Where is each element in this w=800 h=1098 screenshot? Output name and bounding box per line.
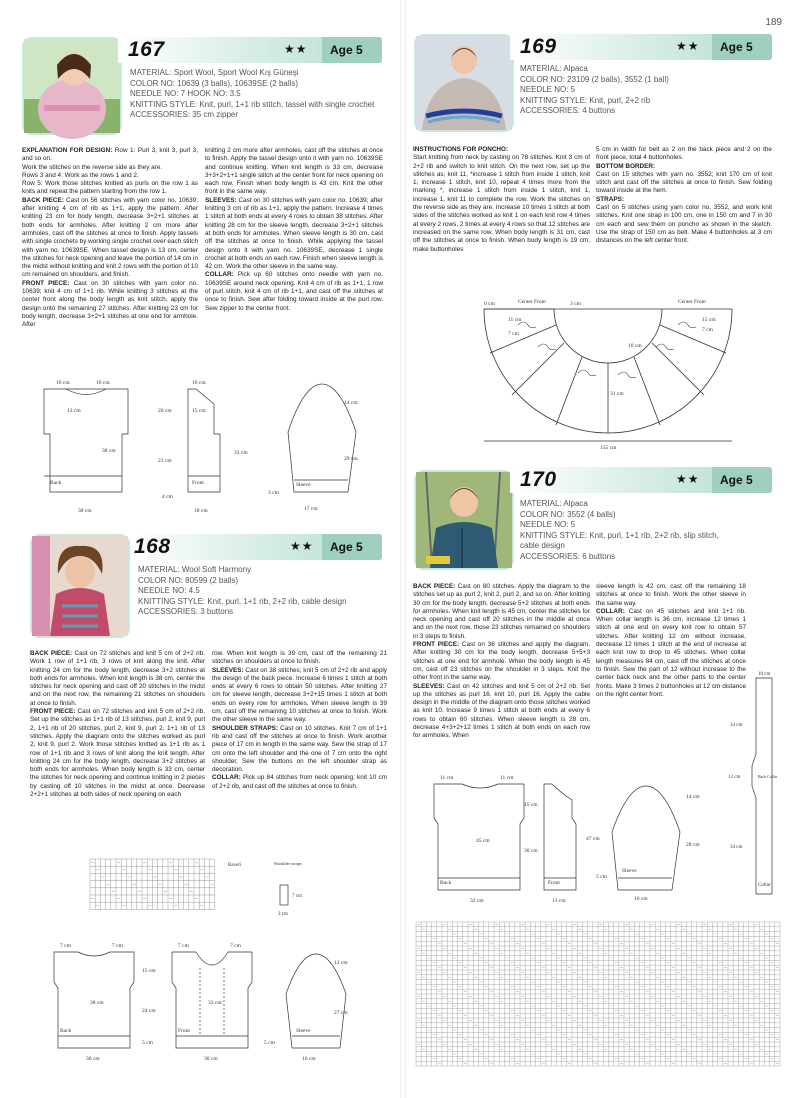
dim-167-back-h3: 20 cm <box>158 408 172 414</box>
section-text: Cast on 36 stitches and apply the diagram. After knitting 30 cm for the body length, decrease 5+5+3 stitches at one end for armhole. When the body length is 45 cm, cast off 23 stitches on the shoulder in 3 steps. Knit the other front in the same way. <box>413 641 590 682</box>
section-text: Cast on 42 stitches and knit 5 cm of 2+2 rib. Set up the stitches as purl 16, knit 10, purl 16. Apply the cable design in the middle of the diagram onto those stitches worked as knit 10. Increase 9 times 1 stitch at both ends at every 6 rows to obtain 60 stitches. When sleeve length is 28 cm, decrease 4+3+2+12 times 1 stitch at both ends on each row for armholes. When <box>413 682 590 740</box>
paragraph <box>22 197 198 280</box>
paragraph <box>596 204 772 245</box>
paragraph <box>212 774 387 791</box>
dim-168-front-bottom: 30 cm <box>204 1056 218 1062</box>
knitting-style: KNITTING STYLE: Knit, purl, 1+1 rib stitch, tassel with single crochet <box>130 99 375 109</box>
color: COLOR NO: 23109 (2 balls), 3552 (1 ball) <box>520 74 669 84</box>
dim-170-back-h1: 15 cm <box>524 802 538 808</box>
page-gutter <box>400 0 406 1098</box>
photo-168 <box>30 534 130 638</box>
dim-170-sleeve-h: 28 cm <box>686 842 700 848</box>
paragraph <box>212 725 387 775</box>
photo-170 <box>414 470 514 570</box>
dim-170-back-h3: 30 cm <box>524 848 538 854</box>
schematic-170 <box>420 770 750 906</box>
section-heading: BACK PIECE: <box>22 196 64 204</box>
paragraph <box>205 271 383 312</box>
dim-167-front-neck: 15 cm <box>192 408 206 414</box>
collar-mid: Back Collar <box>758 774 778 779</box>
paragraph <box>30 708 205 799</box>
section-heading: SLEEVES: <box>413 682 445 690</box>
needle: NEEDLE NO: 5 <box>520 520 576 529</box>
stitch-chart-170 <box>414 920 786 1070</box>
paragraph <box>212 667 387 725</box>
age-badge: Age 5 <box>712 34 772 60</box>
section-text: 5 cm in width for belt as 2 on the back piece and 2 on the front piece, total 4 buttonholes. <box>596 146 772 162</box>
instructions-170-col1 <box>413 583 590 741</box>
dim-170-front-bottom: 13 cm <box>552 898 566 904</box>
photo-167 <box>22 37 122 135</box>
collar-c: 34 cm <box>730 845 743 850</box>
dim-170-sleeve-top: 14 cm <box>686 794 700 800</box>
label-167-back: Back <box>50 480 62 486</box>
dim-167-back-h4: 23 cm <box>158 458 172 464</box>
needle: NEEDLE NO: 7 HOOK NO: 3.5 <box>130 89 241 98</box>
dim-168-sleeve-rib: 5 cm <box>264 1040 275 1046</box>
paragraph <box>413 146 590 154</box>
pattern-number: 169 <box>520 35 557 58</box>
dim-170-back-h2: 45 cm <box>476 838 490 844</box>
section-text: Cast on 30 stitches with yarn color no. 10639; after knitting 3 cm of rib as 1+1, apply the pattern. Increase 4 times 1 stitch at both ends at every 4 rows to obtain 38 stitches. After knitting 28 cm for the sleeve length, decrease 3+2+1 stitches at both ends for armholes. When sleeve length is 30 cm, cast off the stitches at once to finish. While applying the tassel design onto it with yarn no. 10639SE, decrease 1 single crochet at both ends on each row. Finish when sleeve length is 42 cm. Work the other sleeve in the same way. <box>205 196 383 271</box>
paragraph <box>22 172 198 180</box>
poncho-label-a: 0 cm <box>484 301 495 307</box>
poncho-label-e: 11 cm <box>508 317 522 323</box>
dim-168-back-h4: 5 cm <box>142 1040 153 1046</box>
shoulder-strap-168 <box>270 857 320 917</box>
strap-h: 7 cm <box>292 894 302 899</box>
specs-168 <box>138 565 347 618</box>
paragraph <box>212 650 387 667</box>
schematic-168 <box>30 938 390 1068</box>
needle: NEEDLE NO: 4.5 <box>138 586 200 595</box>
strap-title: Shoulder straps <box>274 861 302 866</box>
knitting-style: KNITTING STYLE: Knit, purl, 1+1 rib, 2+2 rib, cable design <box>138 596 347 606</box>
section-heading: COLLAR: <box>205 271 234 279</box>
dim-167-back-bottom: 38 cm <box>78 508 92 514</box>
accessories: ACCESSORIES: 3 buttons <box>138 607 234 616</box>
difficulty-stars: ★★ <box>284 42 308 56</box>
dim-167-back-h2: 38 cm <box>102 448 116 454</box>
label-168-sleeve: Sleeve <box>296 1028 311 1034</box>
schematic-167 <box>22 372 392 518</box>
dim-170-sleeve-rib: 5 cm <box>596 874 607 880</box>
section-heading: BOTTOM BORDER: <box>596 162 656 170</box>
section-text: Start knitting from neck by casting on 78 stitches. Knit 3 cm of 2+2 rib and switch to knit stitch. On the next row, set up the stitches as; knit 11, *increase 1 stitch from inside 1 stitch, knit 1, increase 1 stitch, knit 10, repeat 4 times more from the marking *, increase 1 stitch from inside 1 stitch, knit 1, increase 1, knit 11 to complete the row. Work the stitches on the reverse side as they are. Increase 10 times 1 stitch at both sides of the stitches worked as knit 1 on each knit row 4 times at every 2 rows, 2 times at every 4 rows so that 12 stitches are increased on the same row. When body length is 31 cm, cast off the stitches at once to finish. When body length is 19 cm, make buttonholes <box>413 154 590 253</box>
section-heading: INSTRUCTIONS FOR PONCHO: <box>413 146 509 153</box>
dim-167-sleeve-rib: 3 cm <box>268 490 279 496</box>
dim-170-back-bottom: 32 cm <box>470 898 484 904</box>
specs-170 <box>520 499 719 562</box>
poncho-label-d: Center Front <box>678 299 706 305</box>
specs-169 <box>520 64 669 117</box>
paragraph <box>596 583 746 608</box>
instructions-167-col1 <box>22 147 198 330</box>
pattern-number: 168 <box>134 535 171 558</box>
dim-168-back-w1: 7 cm <box>60 943 71 949</box>
instructions-169-col2 <box>596 146 772 246</box>
paragraph <box>596 163 772 171</box>
material: MATERIAL: Wool Soft Harmony <box>138 565 252 574</box>
poncho-label-f: 7 cm <box>508 331 519 337</box>
section-text: Cast on 80 stitches. Apply the diagram to the stitches set up as purl 2, knit 2, purl 2, and so on. After knitting 30 cm for the body length, decrease 5+2 stitches at both ends for armholes. When knit length is 45 cm, center the stitches for neck opening and cast off 20 stitches in the middle at once and on the next row, those 23 stitches remained on shoulders in 3 steps to finish. <box>413 583 590 640</box>
section-text: Cast on 56 stitches with yarn color no. 10639; after knitting 4 cm of rib as 1+1, apply the pattern. After knitting 23 cm for body length, decrease 3+2+1 stitches at both ends for armholes. After knitting 2 cm more after armholes, cast off the stitches at once to finish. Apply tassels with single crochets by working single crochet over each stitch with yarn no. 10639SE. When tassel design is 13 cm, center the stitches for neck opening and leave the portion of 14 cm in the midst without knitting and knit 2 rows with the portion of 10 cm remained on shoulders, and finish. <box>22 196 198 279</box>
accessories: ACCESSORIES: 35 cm zipper <box>130 110 239 119</box>
header-170 <box>510 467 772 493</box>
dim-170-sleeve-bottom: 16 cm <box>634 896 648 902</box>
dim-168-back-w2: 7 cm <box>112 943 123 949</box>
section-heading: SHOULDER STRAPS: <box>212 724 279 732</box>
section-text: Cast on 15 stitches with yarn no. 3552; knit 170 cm of knit stitch and cast off the stitches at once to finish. Sew folding toward inside at the hem. <box>596 170 772 195</box>
difficulty-stars: ★★ <box>290 539 314 553</box>
instructions-167-col2 <box>205 147 383 313</box>
dim-167-back-w2: 10 cm <box>96 380 110 386</box>
paragraph <box>22 180 198 197</box>
collar-label: Collar <box>758 883 771 888</box>
dim-168-sleeve-top: 12 cm <box>334 960 348 966</box>
poncho-label-c: Center Front <box>518 299 546 305</box>
paragraph <box>205 197 383 272</box>
dim-168-back-h1: 38 cm <box>90 1000 104 1006</box>
dim-168-front-w1: 7 cm <box>178 943 189 949</box>
section-heading: FRONT PIECE: <box>22 279 70 287</box>
label-170-back: Back <box>440 880 452 886</box>
paragraph <box>413 583 590 641</box>
paragraph <box>596 608 746 699</box>
label-170-front: Front <box>548 880 560 886</box>
section-heading: EXPLANATION FOR DESIGN: <box>22 147 113 154</box>
paragraph <box>413 154 590 254</box>
dim-167-sleeve-h: 29 cm <box>344 456 358 462</box>
section-text: Cast on 45 stitches and knit 1+1 rib. When collar length is 36 cm, increase 12 times 1 stitch at one end on every knit row to obtain 57 stitches. After knitting 12 cm without increase, decrease 12 times 1 stitch at the end of increase at each knit row to drop to 45 stitches. When collar length measures 84 cm, cast off the stitches at once to finish. Sew the part of 12 without increase to the center back neck and the other parts to the center fronts. Make 3 times 2 buttonholes at 12 cm distance on the right center front. <box>596 607 746 698</box>
section-text: Cast on 30 stitches with yarn color no. 10639; knit 4 cm of 1+1 rib. While knitting 3 stitches at the center front along the body length as knit stitch, apply the design onto the remaining 27 stitches. After knitting 23 cm for body length, decrease 3+2+1 stitches at one end for armhole. After <box>22 279 199 329</box>
header-169 <box>510 34 772 60</box>
section-text: Row 1: Purl 3, knit 3, purl 3, and so on. <box>22 147 198 163</box>
needle: NEEDLE NO: 5 <box>520 85 576 94</box>
material: MATERIAL: Alpaca <box>520 64 588 73</box>
poncho-schematic-169 <box>478 295 738 451</box>
section-heading: BACK PIECE: <box>30 650 73 657</box>
section-text: sleeve length is 42 cm, cast off the remaining 18 stitches at once to finish. Work the other sleeve in the same way. <box>596 583 746 607</box>
age-badge: Age 5 <box>712 467 772 493</box>
section-text: knitting 2 cm more after armholes, cast off the stitches at once to finish. Apply the tassel design onto it with yarn no. 10639SE and continue knitting. When knit length is 33 cm, decrease 3+3+2+1+1 single stitch at the center front for neck opening on each row. Finish when body length is 43 cm. Knit the other front in the same way. <box>205 147 383 196</box>
dim-168-back-h2: 15 cm <box>142 968 156 974</box>
knitting-style: KNITTING STYLE: Knit, purl, 1+1 rib, 2+2 rib, slip stitch, <box>520 530 719 540</box>
collar-b: 12 cm <box>728 775 741 780</box>
section-text: Row 5: Work those stitches knitted as purls on the row 1 as knits and repeat the pattern starting from the row 1. <box>22 180 198 196</box>
label-167-sleeve: Sleeve <box>296 482 311 488</box>
dim-170-front-h: 47 cm <box>586 836 600 842</box>
paragraph <box>22 147 198 164</box>
section-heading: FRONT PIECE: <box>30 708 76 716</box>
material: MATERIAL: Sport Wool, Sport Wool Kış Güneşi <box>130 68 299 77</box>
dim-167-sleeve-bottom: 17 cm <box>304 506 318 512</box>
stitch-chart-168 <box>88 857 263 915</box>
collar-top: 10 cm <box>758 672 771 677</box>
instructions-168-col1 <box>30 650 205 799</box>
instructions-168-col2 <box>212 650 387 791</box>
specs-167 <box>130 68 374 121</box>
instructions-169-col1 <box>413 146 590 254</box>
age-badge: Age 5 <box>322 37 382 63</box>
label-168-front: Front <box>178 1028 190 1034</box>
section-heading: FRONT PIECE: <box>413 641 460 649</box>
poncho-label-j: 31 cm <box>610 391 624 397</box>
poncho-label-k: 155 cm <box>600 445 617 451</box>
section-text: Cast on 10 stitches. Knit 7 cm of 1+1 rib and cast off the stitches at once to finish. Work another piece of 17 cm in length in the same way. Sew the strap of 17 cm onto the left shoulder and the one of 7 cm onto the right shoulder. Sew the buttons on the left shoulder strap as decoration. <box>212 724 387 774</box>
label-168-back: Back <box>60 1028 72 1034</box>
dim-170-back-w2: 11 cm <box>500 775 514 781</box>
dim-167-front-bottom: 18 cm <box>194 508 208 514</box>
collar-a: 34 cm <box>730 723 743 728</box>
section-text: Cast on 38 stitches; knit 5 cm of 2+2 rib and apply the design of the back piece. Increase 6 times 1 stitch at both ends at every 6 rows to obtain 50 stitches. After knitting 27 cm for sleeve length, decrease 3+2+15 times 1 stitch at both ends on every row for armholes. When sleeve length is 39 cm, cast off the remaining 10 stitches at once to finish. Work the other sleeve in the same way. <box>212 666 387 724</box>
dim-167-back-h1: 13 cm <box>67 408 81 414</box>
photo-169 <box>414 34 514 132</box>
section-text: Cast on 72 stitches and knit 5 cm of 2+2 rib. Set up the stitches as 1+1 rib of 13 stitches, purl 2, knit 9, purl 2, 1+1 rib of 20 stitches, purl 2, knit 9, purl 2, 1+1 rib of 13 stitches. Apply the diagram onto the stitches worked as purl 2, knit 9, purl 2. Work those stitches knitted as 1+1 rib as 1 row of 1+1 rib and 3 rows of knit along the knit length. After knitting 24 cm for the body length, decrease 3+2 stitches at both ends for armholes. When body length is 33 cm, center the stitches for neck opening and continue knitting in 2 pieces by casting off 10 stitches in the midst at once. Decrease 2+2+1 stitches at both sides of neck opening on each <box>30 708 206 799</box>
section-text: row. When knit length is 39 cm, cast off the remaining 21 stitches on shoulders at once to finish. <box>212 650 387 666</box>
chart-168-label: Raveli <box>228 863 242 868</box>
header-167 <box>118 37 382 63</box>
section-text: Cast on 5 stitches using yarn color no. 3552, and work knit stitches. Knit one strap in 100 cm, one in 150 cm and 7 in 30 cm each and sew them on poncho as shown in the sketch. Use the strap of 150 cm as belt. Make 4 buttonholes at 3 cm distances on the left center front. <box>596 204 772 245</box>
poncho-label-b: 3 cm <box>570 301 581 307</box>
paragraph <box>413 641 590 682</box>
poncho-label-i: 10 cm <box>628 343 642 349</box>
instructions-170-col2 <box>596 583 746 699</box>
accessories: ACCESSORIES: 4 buttons <box>520 106 616 115</box>
poncho-label-g: 15 cm <box>702 317 716 323</box>
color: COLOR NO: 10639 (3 balls), 10639SE (2 balls) <box>130 78 299 88</box>
pattern-number: 170 <box>520 468 557 491</box>
dim-170-back-w1: 11 cm <box>440 775 454 781</box>
paragraph <box>22 280 198 330</box>
paragraph <box>596 146 772 163</box>
dim-167-back-h5: 4 cm <box>162 494 173 500</box>
paragraph <box>205 147 383 197</box>
section-heading: STRAPS: <box>596 195 625 203</box>
dim-168-sleeve-h: 27 cm <box>334 1010 348 1016</box>
color: COLOR NO: 80599 (2 balls) <box>138 575 239 585</box>
section-heading: SLEEVES: <box>212 666 244 674</box>
paragraph <box>596 196 772 204</box>
knitting-style: KNITTING STYLE: Knit, purl, 2+2 rib <box>520 95 651 105</box>
accessories: ACCESSORIES: 6 buttons <box>520 551 616 561</box>
label-167-front: Front <box>192 480 204 486</box>
collar-schematic-170 <box>728 668 786 898</box>
dim-168-sleeve-bottom: 16 cm <box>302 1056 316 1062</box>
section-text: Work the stitches on the reverse side as they are. <box>22 163 163 171</box>
header-168 <box>130 534 382 560</box>
dim-168-back-h3: 24 cm <box>142 1008 156 1014</box>
material: MATERIAL: Alpaca <box>520 499 588 508</box>
color: COLOR NO: 3552 (4 balls) <box>520 509 616 519</box>
section-heading: SLEEVES: <box>205 196 237 204</box>
section-text: Pick up 60 stitches onto needle with yarn no. 10639SE around neck opening. Knit 4 cm of rib as 1+1, 1 row of purl stitch, knit 4 cm of rib 1+1, and cast off the stitches at once to finish. Sew after folding toward inside at the purl row. Sew zipper to the center front. <box>205 271 383 312</box>
pattern-number: 167 <box>128 38 165 61</box>
age-badge: Age 5 <box>322 534 382 560</box>
dim-167-front-top: 10 cm <box>192 380 206 386</box>
knitting-style-cont: cable design <box>520 541 565 550</box>
page-number: 189 <box>765 17 782 28</box>
section-heading: BACK PIECE: <box>413 583 456 590</box>
section-heading: COLLAR: <box>212 774 241 782</box>
paragraph <box>30 650 205 708</box>
dim-168-front-h: 33 cm <box>208 1000 222 1006</box>
poncho-label-h: 7 cm <box>702 327 713 333</box>
section-heading: COLLAR: <box>596 607 625 615</box>
label-170-sleeve: Sleeve <box>622 868 637 874</box>
dim-167-sleeve-top: 14 cm <box>344 400 358 406</box>
paragraph <box>413 683 590 741</box>
strap-w: 2 cm <box>278 912 288 917</box>
paragraph <box>22 164 198 172</box>
difficulty-stars: ★★ <box>676 472 700 486</box>
section-text: Rows 3 and 4: Work as the rows 1 and 2. <box>22 171 139 179</box>
section-text: Cast on 72 stitches and knit 5 cm of 2+2 rib. Work 1 row of 1+1 rib, 3 rows of knit along the knit. After knitting 24 cm for the body length, decrease 3+2 stitches at both ends for armholes. When knit length is 38 cm, center the stitches for neck opening and cast off 20 stitches in the midst and on the next row, the remaining 21 stitches on shoulders at once to finish. <box>30 650 205 707</box>
dim-167-front-h: 33 cm <box>234 450 248 456</box>
dim-168-front-w2: 7 cm <box>230 943 241 949</box>
dim-167-back-w1: 10 cm <box>56 380 70 386</box>
paragraph <box>596 171 772 196</box>
dim-168-back-bottom: 30 cm <box>86 1056 100 1062</box>
difficulty-stars: ★★ <box>676 39 700 53</box>
section-text: Pick up 84 stitches from neck opening; knit 10 cm of 2+2 rib, and cast off the stitches at once to finish. <box>212 774 387 790</box>
